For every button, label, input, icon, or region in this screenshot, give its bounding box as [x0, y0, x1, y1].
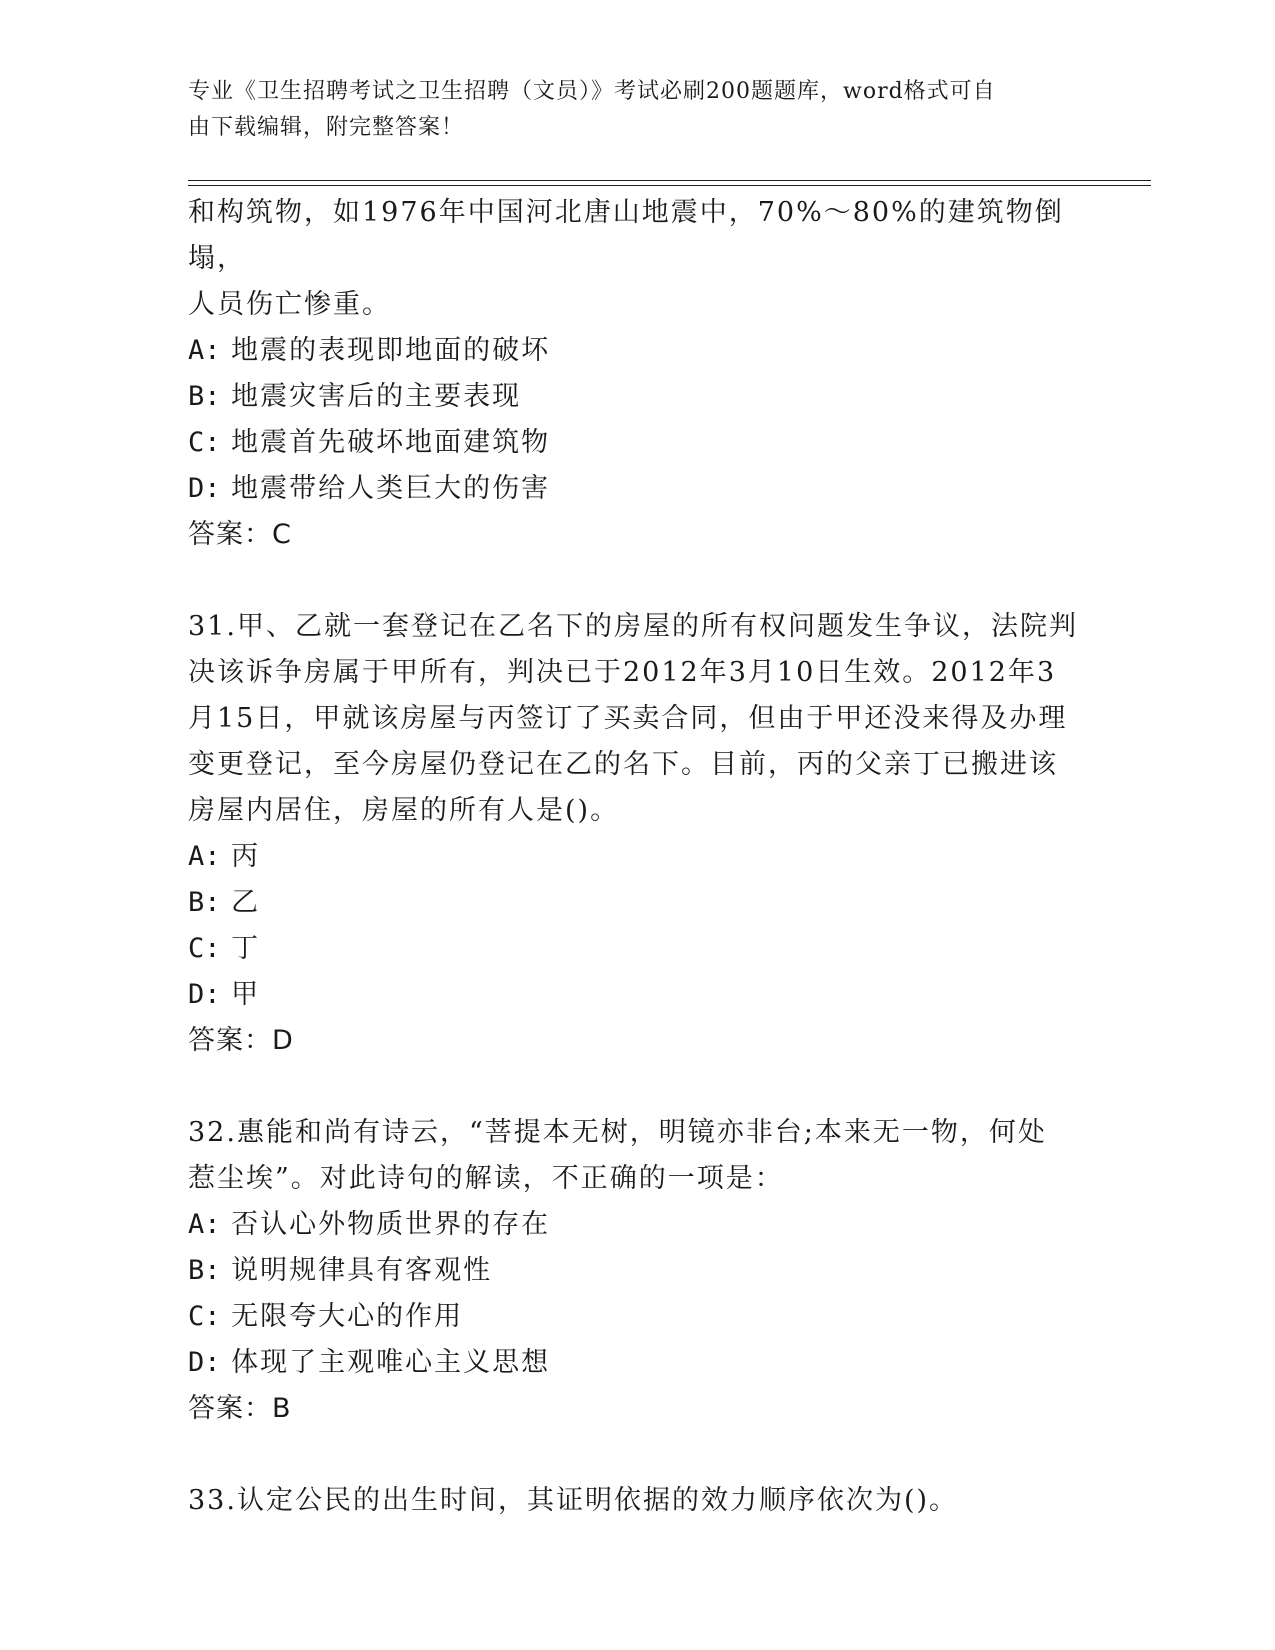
option-letter: A: — [188, 841, 221, 872]
option-b — [188, 880, 1088, 926]
option-letter: B: — [188, 1255, 221, 1286]
option-d — [188, 1340, 1088, 1386]
option-letter: A: — [188, 335, 221, 366]
option-letter: C: — [188, 427, 221, 458]
question-text-line: 人员伤亡惨重。 — [188, 289, 391, 320]
option-text: 地震灾害后的主要表现 — [231, 381, 522, 412]
header-line-1: 专业《卫生招聘考试之卫生招聘（文员）》考试必刷200题题库，word格式可自 — [188, 79, 996, 104]
option-c — [188, 1294, 1088, 1340]
option-a — [188, 834, 1088, 880]
option-letter: D: — [188, 979, 221, 1010]
option-letter: B: — [188, 381, 221, 412]
answer-label: 答案：B — [188, 1393, 292, 1424]
answer-label: 答案：D — [188, 1025, 294, 1056]
option-text: 否认心外物质世界的存在 — [231, 1209, 551, 1240]
question-32 — [188, 1110, 1088, 1432]
question-text-line: 房屋内居住，房屋的所有人是()。 — [188, 795, 620, 826]
question-text-line: 31.甲、乙就一套登记在乙名下的房屋的所有权问题发生争议，法院判 — [188, 611, 1078, 642]
option-c — [188, 926, 1088, 972]
option-text: 丙 — [231, 841, 261, 872]
option-text: 地震的表现即地面的破坏 — [231, 335, 551, 366]
option-text: 甲 — [231, 979, 261, 1010]
option-letter: C: — [188, 933, 221, 964]
option-b — [188, 1248, 1088, 1294]
question-33 — [188, 1478, 1088, 1524]
header-rule-bottom — [188, 185, 1151, 186]
option-letter: B: — [188, 887, 221, 918]
document-header — [188, 74, 1068, 146]
option-text: 乙 — [231, 887, 261, 918]
option-letter: D: — [188, 473, 221, 504]
question-text-line: 决该诉争房属于甲所有，判决已于2012年3月10日生效。2012年3 — [188, 657, 1057, 688]
question-30 — [188, 190, 1088, 558]
option-letter: D: — [188, 1347, 221, 1378]
option-text: 丁 — [231, 933, 261, 964]
header-rule-top — [188, 180, 1151, 181]
question-text-line: 变更登记，至今房屋仍登记在乙的名下。目前，丙的父亲丁已搬进该 — [188, 749, 1058, 780]
option-letter: C: — [188, 1301, 221, 1332]
option-text: 地震带给人类巨大的伤害 — [231, 473, 551, 504]
answer-label: 答案：C — [188, 519, 292, 550]
option-d — [188, 972, 1088, 1018]
option-a — [188, 328, 1088, 374]
option-text: 无限夸大心的作用 — [231, 1301, 464, 1332]
option-a — [188, 1202, 1088, 1248]
option-letter: A: — [188, 1209, 221, 1240]
question-text-line: 和构筑物，如1976年中国河北唐山地震中，70%～80%的建筑物倒塌， — [188, 197, 1064, 274]
question-31 — [188, 604, 1088, 1064]
question-text-line: 月15日，甲就该房屋与丙签订了买卖合同，但由于甲还没来得及办理 — [188, 703, 1068, 734]
question-text-line: 惹尘埃”。对此诗句的解读，不正确的一项是： — [188, 1163, 784, 1194]
option-text: 说明规律具有客观性 — [231, 1255, 493, 1286]
question-text-line: 33.认定公民的出生时间，其证明依据的效力顺序依次为()。 — [188, 1485, 959, 1516]
option-text: 地震首先破坏地面建筑物 — [231, 427, 551, 458]
option-d — [188, 466, 1088, 512]
document-body — [188, 190, 1088, 1524]
option-text: 体现了主观唯心主义思想 — [231, 1347, 551, 1378]
question-text-line: 32.惠能和尚有诗云，“菩提本无树，明镜亦非台;本来无一物，何处 — [188, 1117, 1047, 1148]
option-c — [188, 420, 1088, 466]
option-b — [188, 374, 1088, 420]
header-line-2: 由下载编辑，附完整答案！ — [188, 115, 465, 140]
